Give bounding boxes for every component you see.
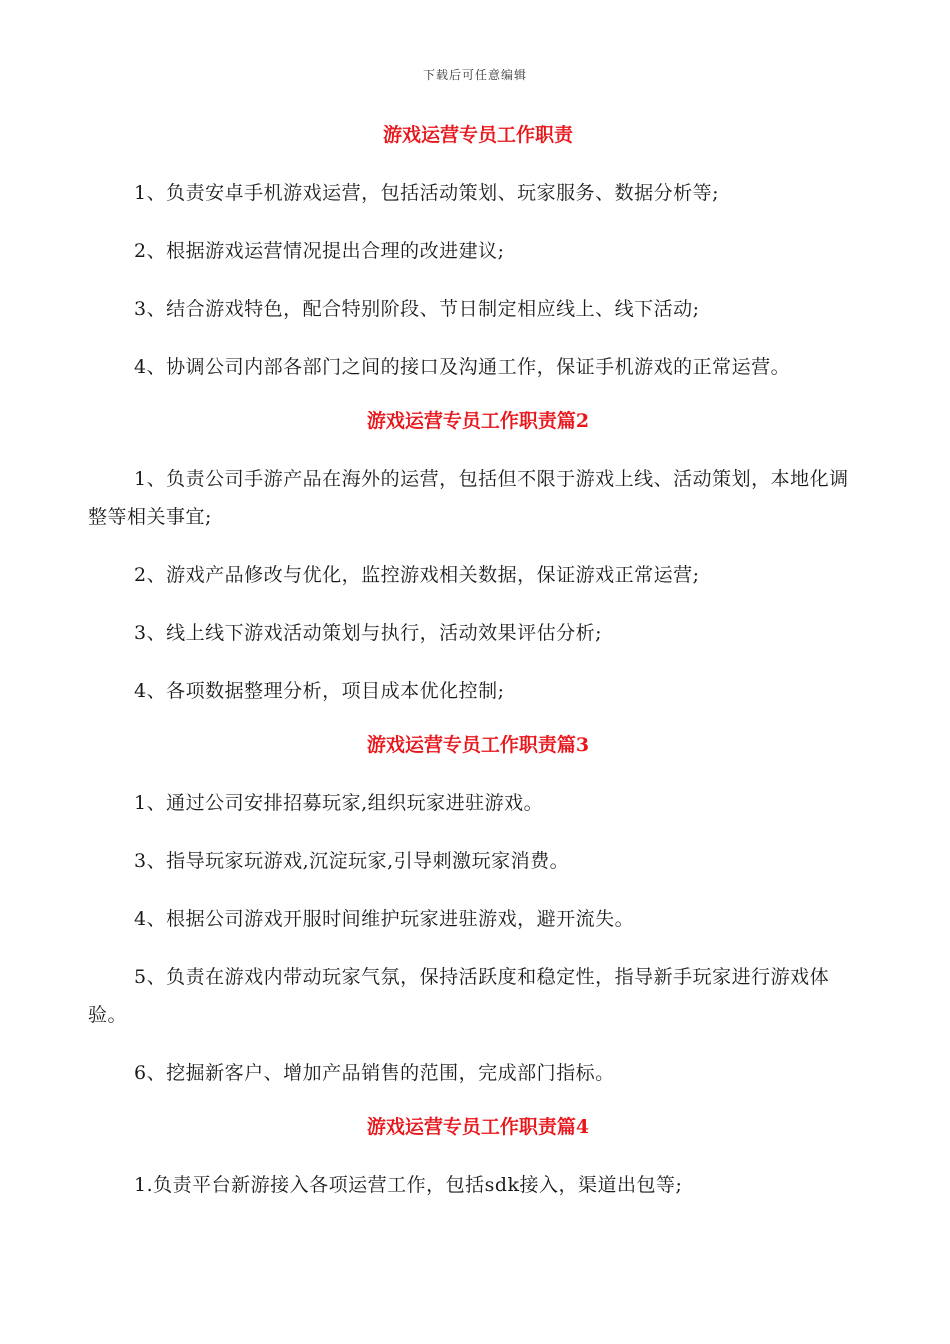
section-title: 游戏运营专员工作职责篇4 — [366, 1116, 590, 1138]
paragraph: 6、挖掘新客户、增加产品销售的范围，完成部门指标。 — [134, 1062, 615, 1084]
paragraph: 1、通过公司安排招募玩家,组织玩家进驻游戏。 — [134, 792, 544, 814]
paragraph: 4、根据公司游戏开服时间维护玩家进驻游戏，避开流失。 — [134, 908, 635, 930]
paragraph: 1.负责平台新游接入各项运营工作，包括sdk接入，渠道出包等; — [134, 1174, 683, 1196]
paragraph: 4、各项数据整理分析，项目成本优化控制; — [134, 680, 505, 702]
section-3 — [88, 730, 868, 1092]
paragraph: 1、负责安卓手机游戏运营，包括活动策划、玩家服务、数据分析等; — [134, 182, 719, 204]
paragraph: 5、负责在游戏内带动玩家气氛，保持活跃度和稳定性，指导新手玩家进行游戏体验。 — [88, 966, 830, 1026]
section-2 — [88, 406, 868, 710]
paragraph: 3、指导玩家玩游戏,沉淀玩家,引导刺激玩家消费。 — [134, 850, 570, 872]
paragraph: 3、结合游戏特色，配合特别阶段、节日制定相应线上、线下活动; — [134, 298, 700, 320]
paragraph: 2、根据游戏运营情况提出合理的改进建议; — [134, 240, 505, 262]
section-title: 游戏运营专员工作职责 — [382, 124, 573, 146]
paragraph: 1、负责公司手游产品在海外的运营，包括但不限于游戏上线、活动策划，本地化调整等相关事宜; — [88, 468, 849, 528]
header-note: 下载后可任意编辑 — [422, 68, 527, 82]
document-body — [88, 120, 868, 1204]
section-4 — [88, 1112, 868, 1204]
section-1 — [88, 120, 868, 386]
paragraph: 3、线上线下游戏活动策划与执行，活动效果评估分析; — [134, 622, 602, 644]
section-title: 游戏运营专员工作职责篇3 — [366, 734, 590, 756]
section-title: 游戏运营专员工作职责篇2 — [366, 410, 590, 432]
paragraph: 2、游戏产品修改与优化，监控游戏相关数据，保证游戏正常运营; — [134, 564, 700, 586]
paragraph: 4、协调公司内部各部门之间的接口及沟通工作，保证手机游戏的正常运营。 — [134, 356, 791, 378]
